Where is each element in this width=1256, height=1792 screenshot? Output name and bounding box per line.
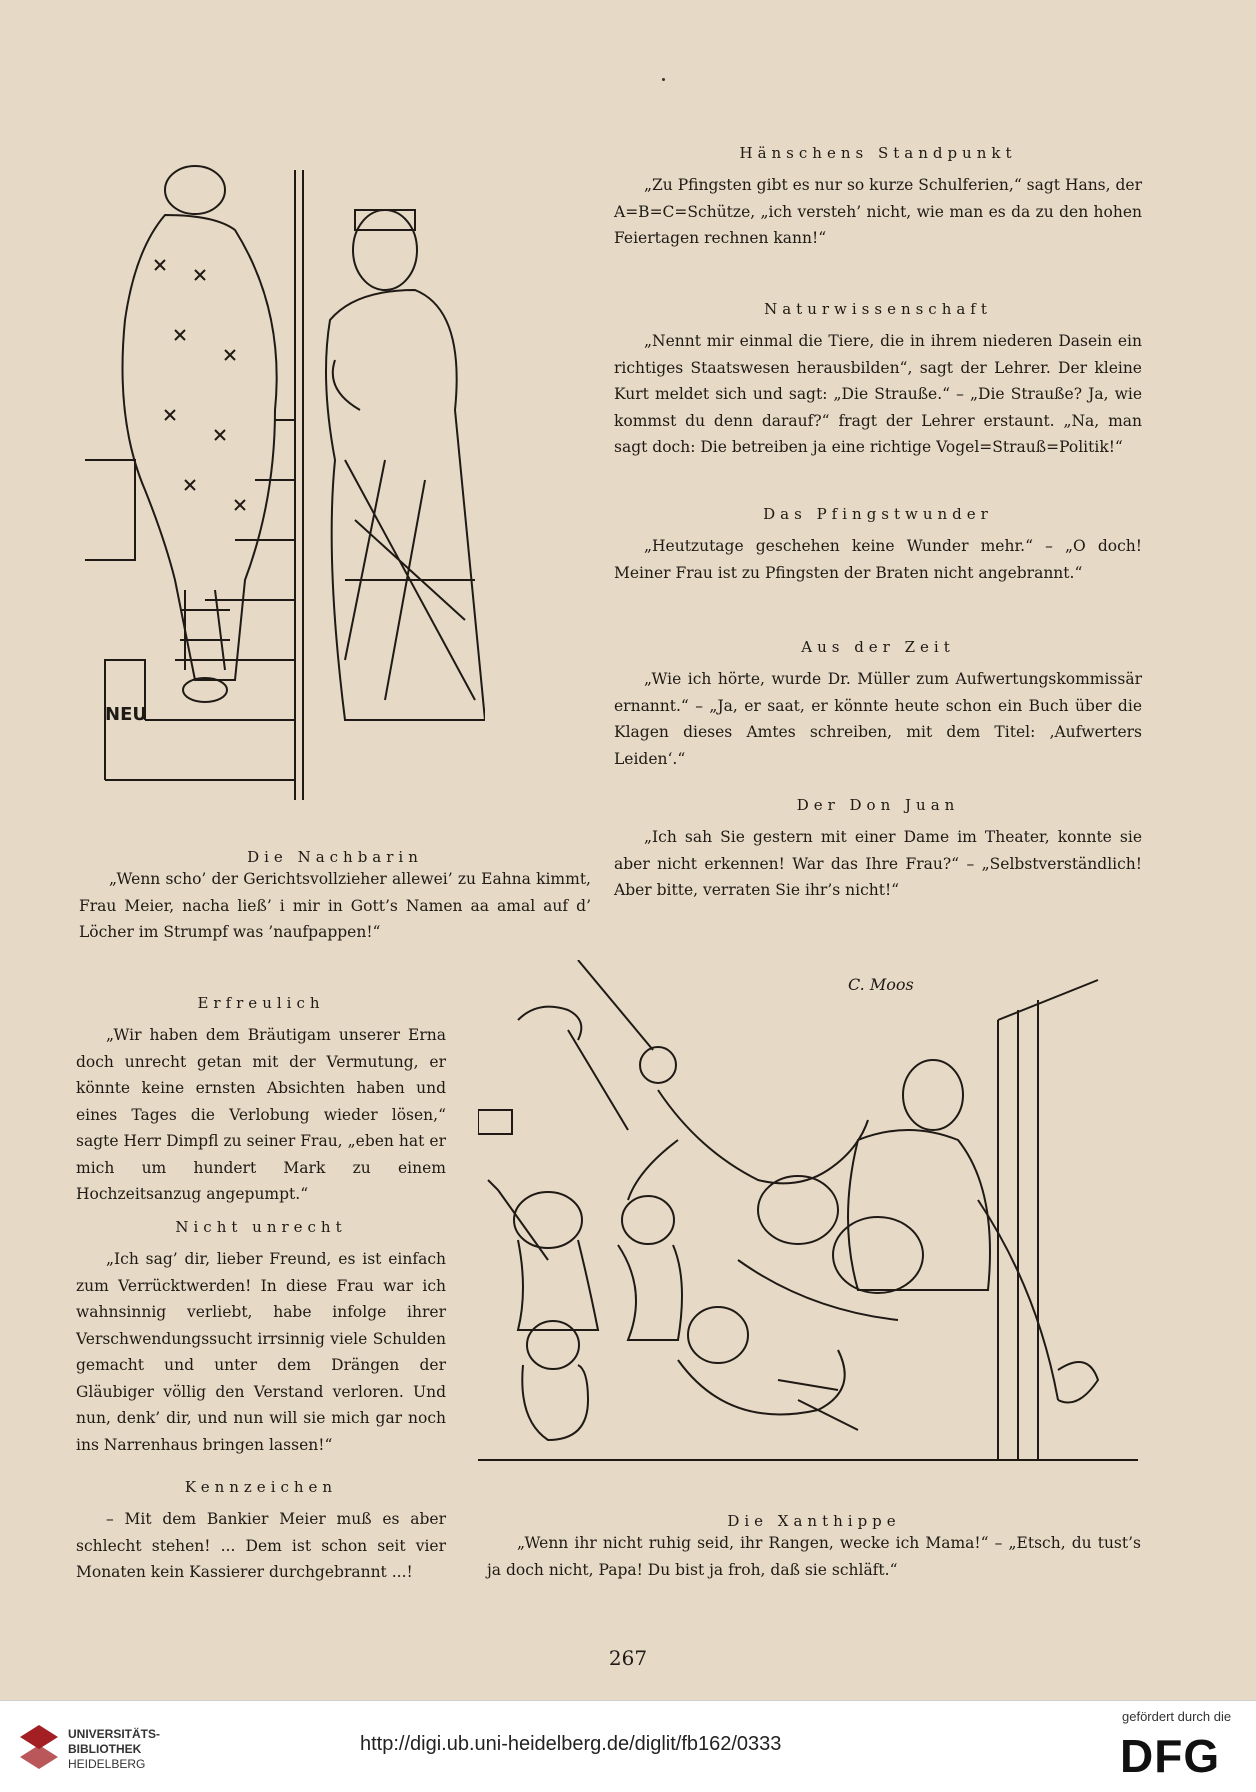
university-library-name: [68, 1727, 160, 1772]
story-aus-der-zeit: [614, 638, 1142, 772]
story-title: Erfreulich: [197, 994, 325, 1012]
story-text: „Zu Pfingsten gibt es nur so kurze Schulferien,“ sagt Hans, der A=B=C=Schütze, „ich versteh’ nicht, wie man es da zu den hohen Feiertagen rechnen kann!“: [614, 176, 1142, 247]
story-title: Kennzeichen: [184, 1478, 338, 1496]
illustration-die-xanthippe: [478, 960, 1138, 1480]
story-kennzeichen: [76, 1478, 446, 1586]
story-text: „Wir haben dem Bräutigam unserer Erna doch unrecht getan mit der Vermutung, er könnte keine ernsten Absichten haben und eines Tages die Verlobung wieder lösen,“ sagte Herr Dimpfl zu seiner Frau, „eben hat er mich um hundert Mark zu einem Hochzeitsanzug angepumpt.“: [76, 1026, 446, 1203]
story-der-don-juan: [614, 796, 1142, 904]
library-line-1: UNIVERSITÄTS-: [68, 1727, 161, 1741]
story-title: Aus der Zeit: [801, 638, 955, 656]
story-erfreulich: [76, 994, 446, 1208]
illustration-die-nachbarin: [85, 160, 485, 840]
story-title: Naturwissenschaft: [764, 300, 992, 318]
library-line-3: HEIDELBERG: [68, 1757, 146, 1771]
caption-die-xanthippe: [487, 1512, 1141, 1583]
artist-signature: NEU: [105, 704, 147, 725]
story-naturwissenschaft: [614, 300, 1142, 461]
caption-die-nachbarin: [79, 848, 591, 946]
story-title: Nicht unrecht: [175, 1218, 347, 1236]
story-text: „Wie ich hörte, wurde Dr. Müller zum Aufwertungskommissär ernannt.“ – „Ja, er saat, er könnte heute schon ein Buch über die Klagen dieses Amtes schreiben, mit dem Titel: ‚Aufwerters Leiden‘.“: [614, 670, 1142, 768]
footer-bar: [0, 1700, 1256, 1792]
dfg-logo: [1120, 1729, 1220, 1783]
story-text: „Heutzutage geschehen keine Wunder mehr.“ – „O doch! Meiner Frau ist zu Pfingsten der Braten nicht angebrannt.“: [614, 537, 1142, 582]
library-line-2: BIBLIOTHEK: [68, 1742, 142, 1756]
story-text: „Ich sag’ dir, lieber Freund, es ist einfach zum Verrücktwerden! In diese Frau war ich wahnsinnig verliebt, habe infolge ihrer Verschwendungssucht irrsinnig viele Schulden gemacht und unter dem Drängen der Gläubiger völlig den Verstand verloren. Und nun, denk’ dir, und nun will sie mich gar noch ins Narrenhaus bringen lassen!“: [76, 1250, 446, 1454]
story-text: „Nennt mir einmal die Tiere, die in ihrem niederen Dasein ein richtiges Staatswesen herausbilden“, sagt der Lehrer. Der kleine Kurt meldet sich und sagt: „Die Strauße.“ – „Die Strauße? Ja, wie kommst du denn darauf?“ fragt der Lehrer erstaunt. „Na, man sagt doch: Die betreiben ja eine richtige Vogel=Strauß=Politik!“: [614, 332, 1142, 456]
page-number: 267: [608, 1646, 648, 1670]
source-url-link[interactable]: http://digi.ub.uni-heidelberg.de/diglit/fb162/0333: [360, 1733, 782, 1755]
printer-mark: [662, 78, 665, 81]
caption-title: Die Nachbarin: [247, 848, 423, 866]
caption-title: Die Xanthippe: [727, 1512, 901, 1530]
funded-by-text: gefördert durch die: [1122, 1709, 1232, 1724]
dfg-logo-text: DFG: [1120, 1730, 1221, 1782]
story-title: Der Don Juan: [796, 796, 960, 814]
story-text: – Mit dem Bankier Meier muß es aber schlecht stehen! ... Dem ist schon seit vier Monaten kein Kassierer durchgebrannt ...!: [76, 1510, 446, 1581]
university-logo-icon: [18, 1723, 60, 1776]
artist-signature-2: C. Moos: [848, 975, 914, 994]
story-haenschens-standpunkt: [614, 144, 1142, 252]
story-nicht-unrecht: [76, 1218, 446, 1458]
story-das-pfingstwunder: [614, 505, 1142, 586]
story-title: Das Pfingstwunder: [763, 505, 993, 523]
story-text: „Ich sah Sie gestern mit einer Dame im Theater, konnte sie aber nicht erkennen! War das Ihre Frau?“ – „Selbstverständlich! Aber bitte, verraten Sie ihr’s nicht!“: [614, 828, 1142, 899]
story-title: Hänschens Standpunkt: [739, 144, 1017, 162]
caption-text: „Wenn scho’ der Gerichtsvollzieher allewei’ zu Eahna kimmt, Frau Meier, nacha ließ’ i mir in Gott’s Namen aa amal auf d’ Löcher im Strumpf was ’naufpappen!“: [79, 870, 591, 941]
caption-text: „Wenn ihr nicht ruhig seid, ihr Rangen, wecke ich Mama!“ – „Etsch, du tust’s ja doch nicht, Papa! Du bist ja froh, daß sie schläft.“: [487, 1534, 1141, 1579]
